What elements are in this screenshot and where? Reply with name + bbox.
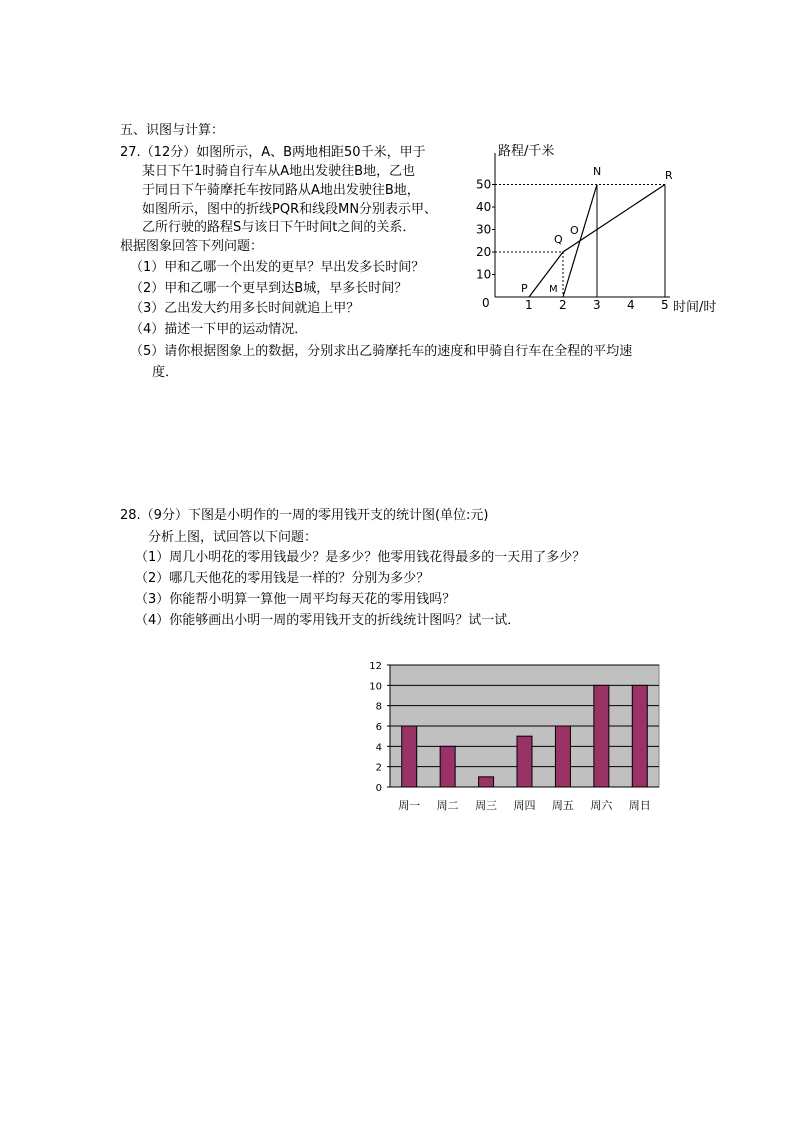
x-tick-label: 4 [627, 298, 635, 312]
bar-y-tick-label: 2 [375, 762, 382, 774]
q27-line-4: 如图所示，图中的折线PQR和线段MN分别表示甲、 [142, 202, 438, 217]
bar-5 [555, 726, 570, 787]
series-mn [563, 185, 597, 298]
point-label-M: M [549, 284, 558, 295]
point-label-P: P [521, 282, 528, 295]
bar-3 [479, 777, 494, 787]
q27-line-3: 于同日下午骑摩托车按同路从A地出发驶往B地， [142, 183, 420, 198]
q27-item-5-cont: 度． [152, 365, 179, 380]
x-tick-label: 5 [661, 298, 669, 312]
y-tick-label: 10 [476, 267, 492, 282]
bar-y-tick-label: 0 [375, 783, 382, 794]
pocket-money-bar-chart [355, 655, 675, 825]
q28-item-4: （4）你能够画出小明一周的零用钱开支的折线统计图吗？试一试． [135, 613, 521, 628]
bar-category-label: 周三 [475, 799, 498, 812]
q27-line-1: 27.（12分）如图所示，A、B两地相距50千米，甲于 [120, 145, 426, 160]
q28-item-3: （3）你能帮小明算一算他一周平均每天花的零用钱吗？ [135, 592, 456, 607]
point-label-Q: Q [554, 233, 563, 246]
q28-line-2: 分析上图，试回答以下问题： [148, 530, 318, 545]
point-label-R: R [665, 169, 673, 182]
bar-2 [440, 746, 455, 787]
y-tick-label: 20 [476, 245, 492, 259]
q27-line-5: 乙所行驶的路程S与该日下午时间t之间的关系． [142, 220, 416, 235]
bar-category-label: 周六 [590, 799, 613, 812]
section-heading: 五、识图与计算： [120, 123, 225, 138]
x-tick-label: 1 [525, 298, 533, 312]
bar-4 [517, 736, 532, 787]
distance-time-graph [470, 135, 740, 325]
q27-line-6: 根据图象回答下列问题： [120, 239, 264, 254]
point-label-N: N [593, 165, 602, 178]
bar-category-label: 周四 [513, 799, 536, 812]
q27-line-2: 某日下午1时骑自行车从A地出发驶往B地，乙也 [142, 164, 416, 179]
graph-x-axis-label: 时间/时 [673, 300, 717, 315]
q27-item-3: （3）乙出发大约用多长时间就追上甲？ [130, 301, 360, 316]
bar-1 [402, 726, 417, 787]
x-tick-label: 2 [559, 298, 567, 312]
bar-y-tick-label: 12 [369, 661, 382, 672]
bar-category-label: 周五 [551, 799, 574, 812]
y-tick-label: 50 [476, 177, 492, 192]
y-tick-label: 40 [476, 200, 492, 214]
bar-category-label: 周日 [628, 799, 651, 812]
bar-y-tick-label: 4 [375, 742, 382, 754]
graph-origin-label: 0 [482, 296, 490, 310]
bar-category-label: 周二 [436, 799, 459, 812]
q27-item-2: （2）甲和乙哪一个更早到达B城，早多长时间？ [130, 281, 408, 296]
q27-item-1: （1）甲和乙哪一个出发的更早？早出发多长时间？ [130, 260, 425, 275]
bar-6 [594, 685, 609, 787]
q28-line-1: 28.（9分）下图是小明作的一周的零用钱开支的统计图(单位:元) [120, 508, 489, 523]
q28-item-1: （1）周几小明花的零用钱最少？是多少？他零用钱花得最多的一天用了多少？ [135, 550, 586, 565]
y-tick-label: 30 [476, 222, 492, 237]
graph-y-axis-label: 路程/千米 [498, 144, 555, 159]
bar-category-label: 周一 [398, 799, 421, 812]
bar-y-tick-label: 6 [375, 722, 382, 733]
x-tick-label: 3 [593, 298, 601, 312]
bar-y-tick-label: 10 [369, 681, 382, 693]
q27-item-5: （5）请你根据图象上的数据，分别求出乙骑摩托车的速度和甲骑自行车在全程的平均速 [130, 344, 633, 359]
q28-item-2: （2）哪几天他花的零用钱是一样的？分别为多少？ [135, 571, 430, 586]
q27-item-4: （4）描述一下甲的运动情况． [130, 322, 308, 337]
bar-y-tick-label: 8 [375, 701, 382, 713]
point-label-O: O [570, 224, 579, 237]
bar-7 [632, 685, 647, 787]
